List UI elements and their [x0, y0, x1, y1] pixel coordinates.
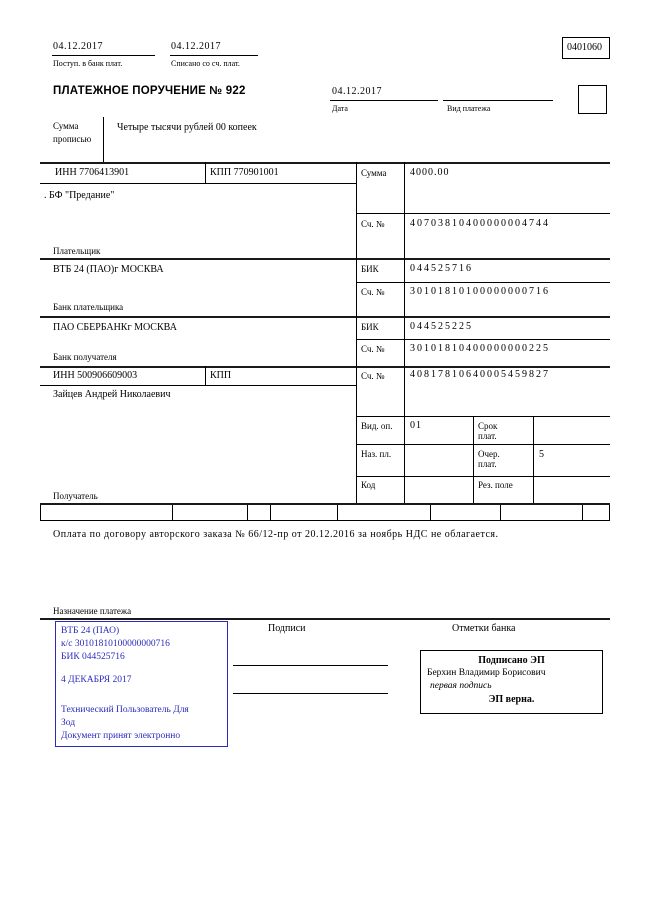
debited-label: Списано со сч. плат. [171, 59, 240, 68]
esign-validity: ЭП верна. [488, 694, 535, 705]
table-line [40, 520, 610, 521]
priority-label: Очер. плат. [478, 449, 500, 469]
divider-line [103, 117, 104, 163]
table-line [356, 282, 610, 283]
stamp-date: 4 ДЕКАБРЯ 2017 [61, 675, 132, 685]
amount-value: 4000.00 [410, 167, 450, 178]
table-line [609, 505, 610, 520]
divider-line [170, 55, 258, 56]
payment-purpose-text: Оплата по договору авторского заказа № 66/12-пр от 20.12.2016 за ноябрь НДС не облагается. [53, 529, 499, 540]
payer-name: . БФ "Предание" [44, 190, 115, 201]
section-border [40, 618, 610, 620]
table-border [40, 316, 610, 318]
stamp-bank-name: ВТБ 24 (ПАО) [61, 626, 120, 636]
esign-signer-name: Берхин Владимир Борисович [427, 668, 546, 678]
payer-bank-bik-label: БИК [361, 264, 379, 274]
signatures-header: Подписи [268, 623, 306, 634]
table-border [40, 162, 610, 164]
stamp-status-line: Документ принят электронно [61, 731, 181, 741]
payee-bank-account-label: Сч. № [361, 344, 385, 354]
payer-section-label: Плательщик [53, 246, 101, 256]
table-line [356, 162, 357, 503]
payee-name: Зайцев Андрей Николаевич [53, 389, 171, 400]
table-line [40, 385, 356, 386]
document-date: 04.12.2017 [332, 86, 382, 97]
table-border [40, 366, 610, 368]
divider-line [443, 100, 553, 101]
op-kind-value: 01 [410, 420, 422, 431]
payee-account-label: Сч. № [361, 371, 385, 381]
form-code-box [562, 37, 610, 59]
stamp-corr-account: к/с 30101810100000000716 [61, 639, 170, 649]
received-in-bank-label: Поступ. в банк плат. [53, 59, 123, 68]
reserve-field-label: Рез. поле [478, 480, 513, 490]
esignature-stamp [420, 650, 603, 714]
table-line [356, 416, 610, 417]
table-line [40, 183, 356, 184]
payee-section-label: Получатель [53, 491, 98, 501]
payer-inn: ИНН 7706413901 [55, 167, 130, 178]
payer-bank-account-label: Сч. № [361, 287, 385, 297]
table-line [247, 505, 248, 520]
amount-words-label-1: Сумма [53, 121, 79, 131]
table-line [270, 505, 271, 520]
document-title: ПЛАТЕЖНОЕ ПОРУЧЕНИЕ № 922 [53, 85, 246, 97]
table-border [40, 258, 610, 260]
signature-line [233, 693, 388, 694]
table-border [40, 503, 610, 505]
pay-purpose-label: Наз. пл. [361, 449, 392, 459]
table-line [172, 505, 173, 520]
table-line [533, 416, 534, 503]
pay-term-label: Срок плат. [478, 421, 498, 441]
esign-title: Подписано ЭП [478, 655, 545, 666]
payer-account-value: 40703810400000004744 [410, 218, 550, 229]
payee-inn: ИНН 500906609003 [53, 370, 138, 381]
stamp-user-line-2: Зод [61, 718, 76, 728]
payment-type-box [578, 85, 607, 114]
divider-line [330, 100, 438, 101]
divider-line [52, 55, 155, 56]
payer-bank-bik-value: 044525716 [410, 263, 473, 274]
table-line [356, 213, 610, 214]
signature-line [233, 665, 388, 666]
stamp-user-line-1: Технический Пользователь Для [61, 705, 189, 715]
esign-signature-role: первая подпись [430, 681, 492, 691]
table-line [430, 505, 431, 520]
amount-label: Сумма [361, 168, 387, 178]
payee-bank-bik-label: БИК [361, 322, 379, 332]
table-line [500, 505, 501, 520]
payer-bank-name: ВТБ 24 (ПАО)г МОСКВА [53, 264, 164, 275]
table-line [205, 162, 206, 183]
form-code: 0401060 [567, 42, 602, 53]
stamp-bik: БИК 044525716 [61, 652, 125, 662]
payer-kpp: КПП 770901001 [210, 167, 279, 178]
date-label: Дата [332, 104, 348, 113]
priority-value: 5 [539, 449, 544, 460]
table-line [337, 505, 338, 520]
amount-words-label-2: прописью [53, 134, 92, 144]
table-line [582, 505, 583, 520]
payee-bank-bik-value: 044525225 [410, 321, 473, 332]
table-line [356, 339, 610, 340]
table-line [40, 505, 41, 520]
received-in-bank-date: 04.12.2017 [53, 41, 103, 52]
payee-account-value: 40817810640005459827 [410, 369, 550, 380]
payee-bank-name: ПАО СБЕРБАНКг МОСКВА [53, 322, 177, 333]
code-label: Код [361, 480, 376, 490]
bank-marks-header: Отметки банка [452, 623, 516, 634]
payer-bank-section-label: Банк плательщика [53, 302, 124, 312]
payment-purpose-label: Назначение платежа [53, 606, 132, 616]
payee-bank-account-value: 30101810400000000225 [410, 343, 550, 354]
payee-kpp-label: КПП [210, 370, 232, 381]
amount-in-words-value: Четыре тысячи рублей 00 копеек [117, 122, 257, 133]
payment-type-label: Вид платежа [447, 104, 491, 113]
bank-stamp [55, 621, 228, 747]
debited-date: 04.12.2017 [171, 41, 221, 52]
table-line [473, 416, 474, 503]
table-line [356, 444, 610, 445]
table-line [356, 476, 610, 477]
table-line [205, 366, 206, 385]
payer-bank-account-value: 30101810100000000716 [410, 286, 550, 297]
table-line [404, 162, 405, 503]
op-kind-label: Вид. оп. [361, 421, 393, 431]
payer-account-label: Сч. № [361, 219, 385, 229]
payee-bank-section-label: Банк получателя [53, 352, 117, 362]
